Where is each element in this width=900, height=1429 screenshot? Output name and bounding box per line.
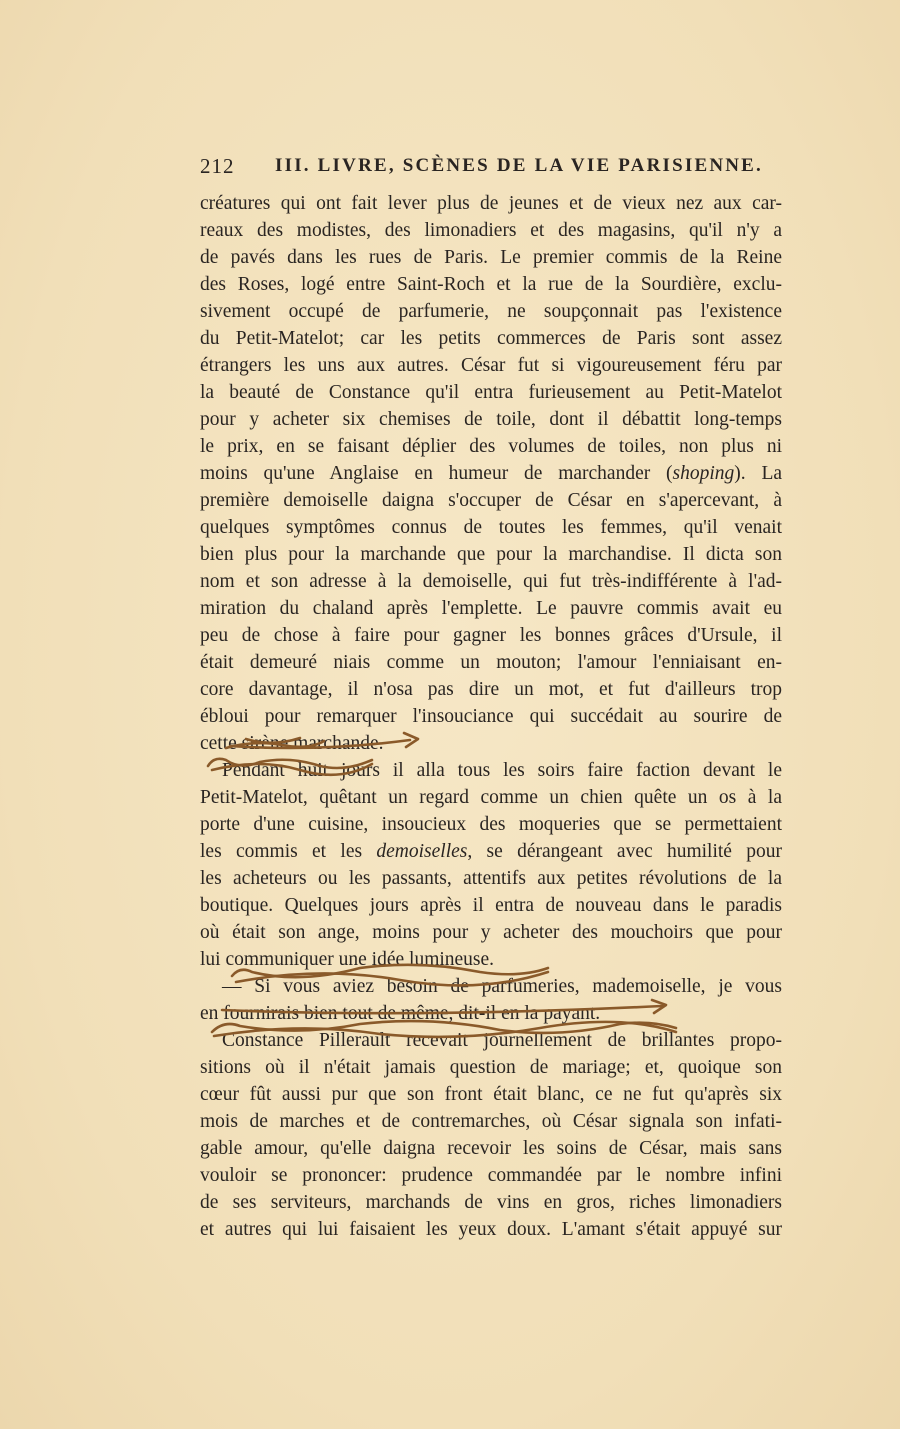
text-line: était demeuré niais comme un mouton; l'amour l'enniaisant en-: [200, 652, 782, 673]
text-line: lui communiquer une idée lumineuse.: [200, 949, 495, 970]
italic-word-demoiselles: demoiselles: [376, 841, 468, 862]
text-fragment: , se dérangeant avec humilité pour: [467, 841, 782, 862]
text-line: où était son ange, moins pour y acheter des mouchoirs que pour: [200, 922, 782, 943]
text-line: pour y acheter six chemises de toile, dont il débattit long-temps: [200, 409, 782, 430]
text-line: core davantage, il n'osa pas dire un mot, et fut d'ailleurs trop: [200, 679, 782, 700]
text-line: des Roses, logé entre Saint-Roch et la rue de la Sourdière, exclu-: [200, 274, 782, 295]
text-line: Constance Pillerault recevait journellement de brillantes propo-: [222, 1030, 782, 1051]
text-line: Petit-Matelot, quêtant un regard comme un chien quête un os à la: [200, 787, 782, 808]
text-line: de ses serviteurs, marchands de vins en gros, riches limonadiers: [200, 1192, 782, 1213]
text-line: Pendant huit jours il alla tous les soirs faire faction devant le: [222, 760, 782, 781]
text-line-with-italic: [200, 460, 782, 487]
text-line: cette sirène marchande.: [200, 733, 384, 754]
text-line: miration du chaland après l'emplette. Le pauvre commis avait eu: [200, 598, 782, 619]
running-title: III. LIVRE, SCÈNES DE LA VIE PARISIENNE.: [275, 155, 764, 176]
text-line: le prix, en se faisant déplier des volumes de toiles, non plus ni: [200, 436, 782, 457]
text-line: créatures qui ont fait lever plus de jeunes et de vieux nez aux car-: [200, 193, 782, 214]
text-line: porte d'une cuisine, insoucieux des moqueries que se permettaient: [200, 814, 782, 835]
text-line: quelques symptômes connus de toutes les femmes, qu'il venait: [200, 517, 782, 538]
text-line: ébloui pour remarquer l'insouciance qui succédait au sourire de: [200, 706, 782, 727]
text-line: en fournirais bien tout de même, dit-il en la payant.: [200, 1003, 601, 1024]
text-line: et autres qui lui faisaient les yeux doux. L'amant s'était appuyé sur: [200, 1219, 782, 1240]
text-line: boutique. Quelques jours après il entra de nouveau dans le paradis: [200, 895, 782, 916]
text-line-with-italic: [200, 838, 782, 865]
text-line: la beauté de Constance qu'il entra furieusement au Petit-Matelot: [200, 382, 782, 403]
running-header: [200, 154, 782, 184]
text-line: — Si vous aviez besoin de parfumeries, mademoiselle, je vous: [222, 976, 782, 997]
text-line: nom et son adresse à la demoiselle, qui fut très-indifférente à l'ad-: [200, 571, 782, 592]
text-line: de pavés dans les rues de Paris. Le premier commis de la Reine: [200, 247, 782, 268]
text-line: vouloir se prononcer: prudence commandée par le nombre infini: [200, 1165, 782, 1186]
text-line: sitions où il n'était jamais question de mariage; et, quoique son: [200, 1057, 782, 1078]
text-line: peu de chose à faire pour gagner les bonnes grâces d'Ursule, il: [200, 625, 782, 646]
text-line: sivement occupé de parfumerie, ne soupçonnait pas l'existence: [200, 301, 782, 322]
italic-word-shoping: shoping: [672, 463, 735, 484]
text-fragment: les commis et les: [200, 841, 377, 862]
text-line: mois de marches et de contremarches, où César signala son infati-: [200, 1111, 782, 1132]
body-text: [200, 190, 782, 1243]
text-line: les acheteurs ou les passants, attentifs aux petites révolutions de la: [200, 868, 782, 889]
page-number: 212: [200, 154, 235, 178]
text-fragment: ). La: [734, 463, 783, 484]
text-line: du Petit-Matelot; car les petits commerces de Paris sont assez: [200, 328, 782, 349]
text-line: gable amour, qu'elle daigna recevoir les soins de César, mais sans: [200, 1138, 782, 1159]
text-fragment: moins qu'une Anglaise en humeur de marchander (: [200, 463, 673, 484]
text-line: première demoiselle daigna s'occuper de César en s'apercevant, à: [200, 490, 782, 511]
text-line: étrangers les uns aux autres. César fut si vigoureusement féru par: [200, 355, 782, 376]
text-line: reaux des modistes, des limonadiers et des magasins, qu'il n'y a: [200, 220, 782, 241]
text-line: cœur fût aussi pur que son front était blanc, ce ne fut qu'après six: [200, 1084, 782, 1105]
text-line: bien plus pour la marchande que pour la marchandise. Il dicta son: [200, 544, 782, 565]
